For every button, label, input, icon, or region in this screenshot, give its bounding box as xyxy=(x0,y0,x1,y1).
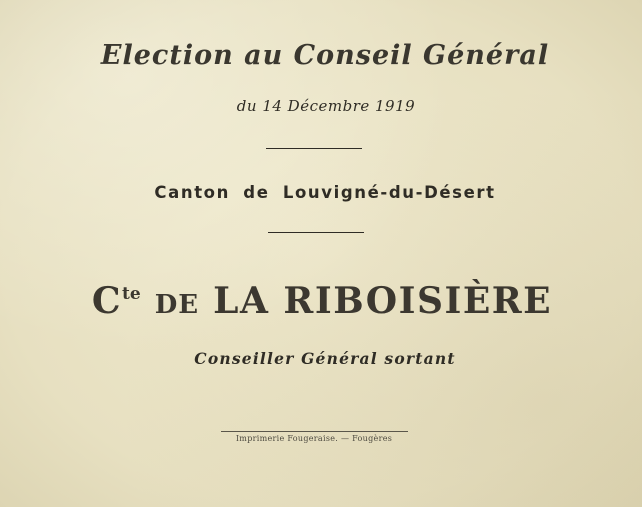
divider-middle xyxy=(268,232,364,233)
candidate-title-prefix: C xyxy=(91,280,123,322)
canton-name: Canton de Louvigné-du-Désert xyxy=(154,183,496,202)
election-date: du 14 Décembre 1919 xyxy=(236,97,416,115)
candidate-role: Conseiller Général sortant xyxy=(194,349,456,368)
election-title: Election au Conseil Général xyxy=(100,40,550,71)
divider-printer xyxy=(221,431,408,432)
candidate-particle: DE xyxy=(154,290,200,320)
divider-top xyxy=(266,148,362,149)
candidate-title-superscript: te xyxy=(122,284,141,304)
printer-credit: Imprimerie Fougeraise. — Fougères xyxy=(235,434,393,443)
candidate-name xyxy=(1,280,642,322)
candidate-surname: LA RIBOISIÈRE xyxy=(213,280,553,322)
